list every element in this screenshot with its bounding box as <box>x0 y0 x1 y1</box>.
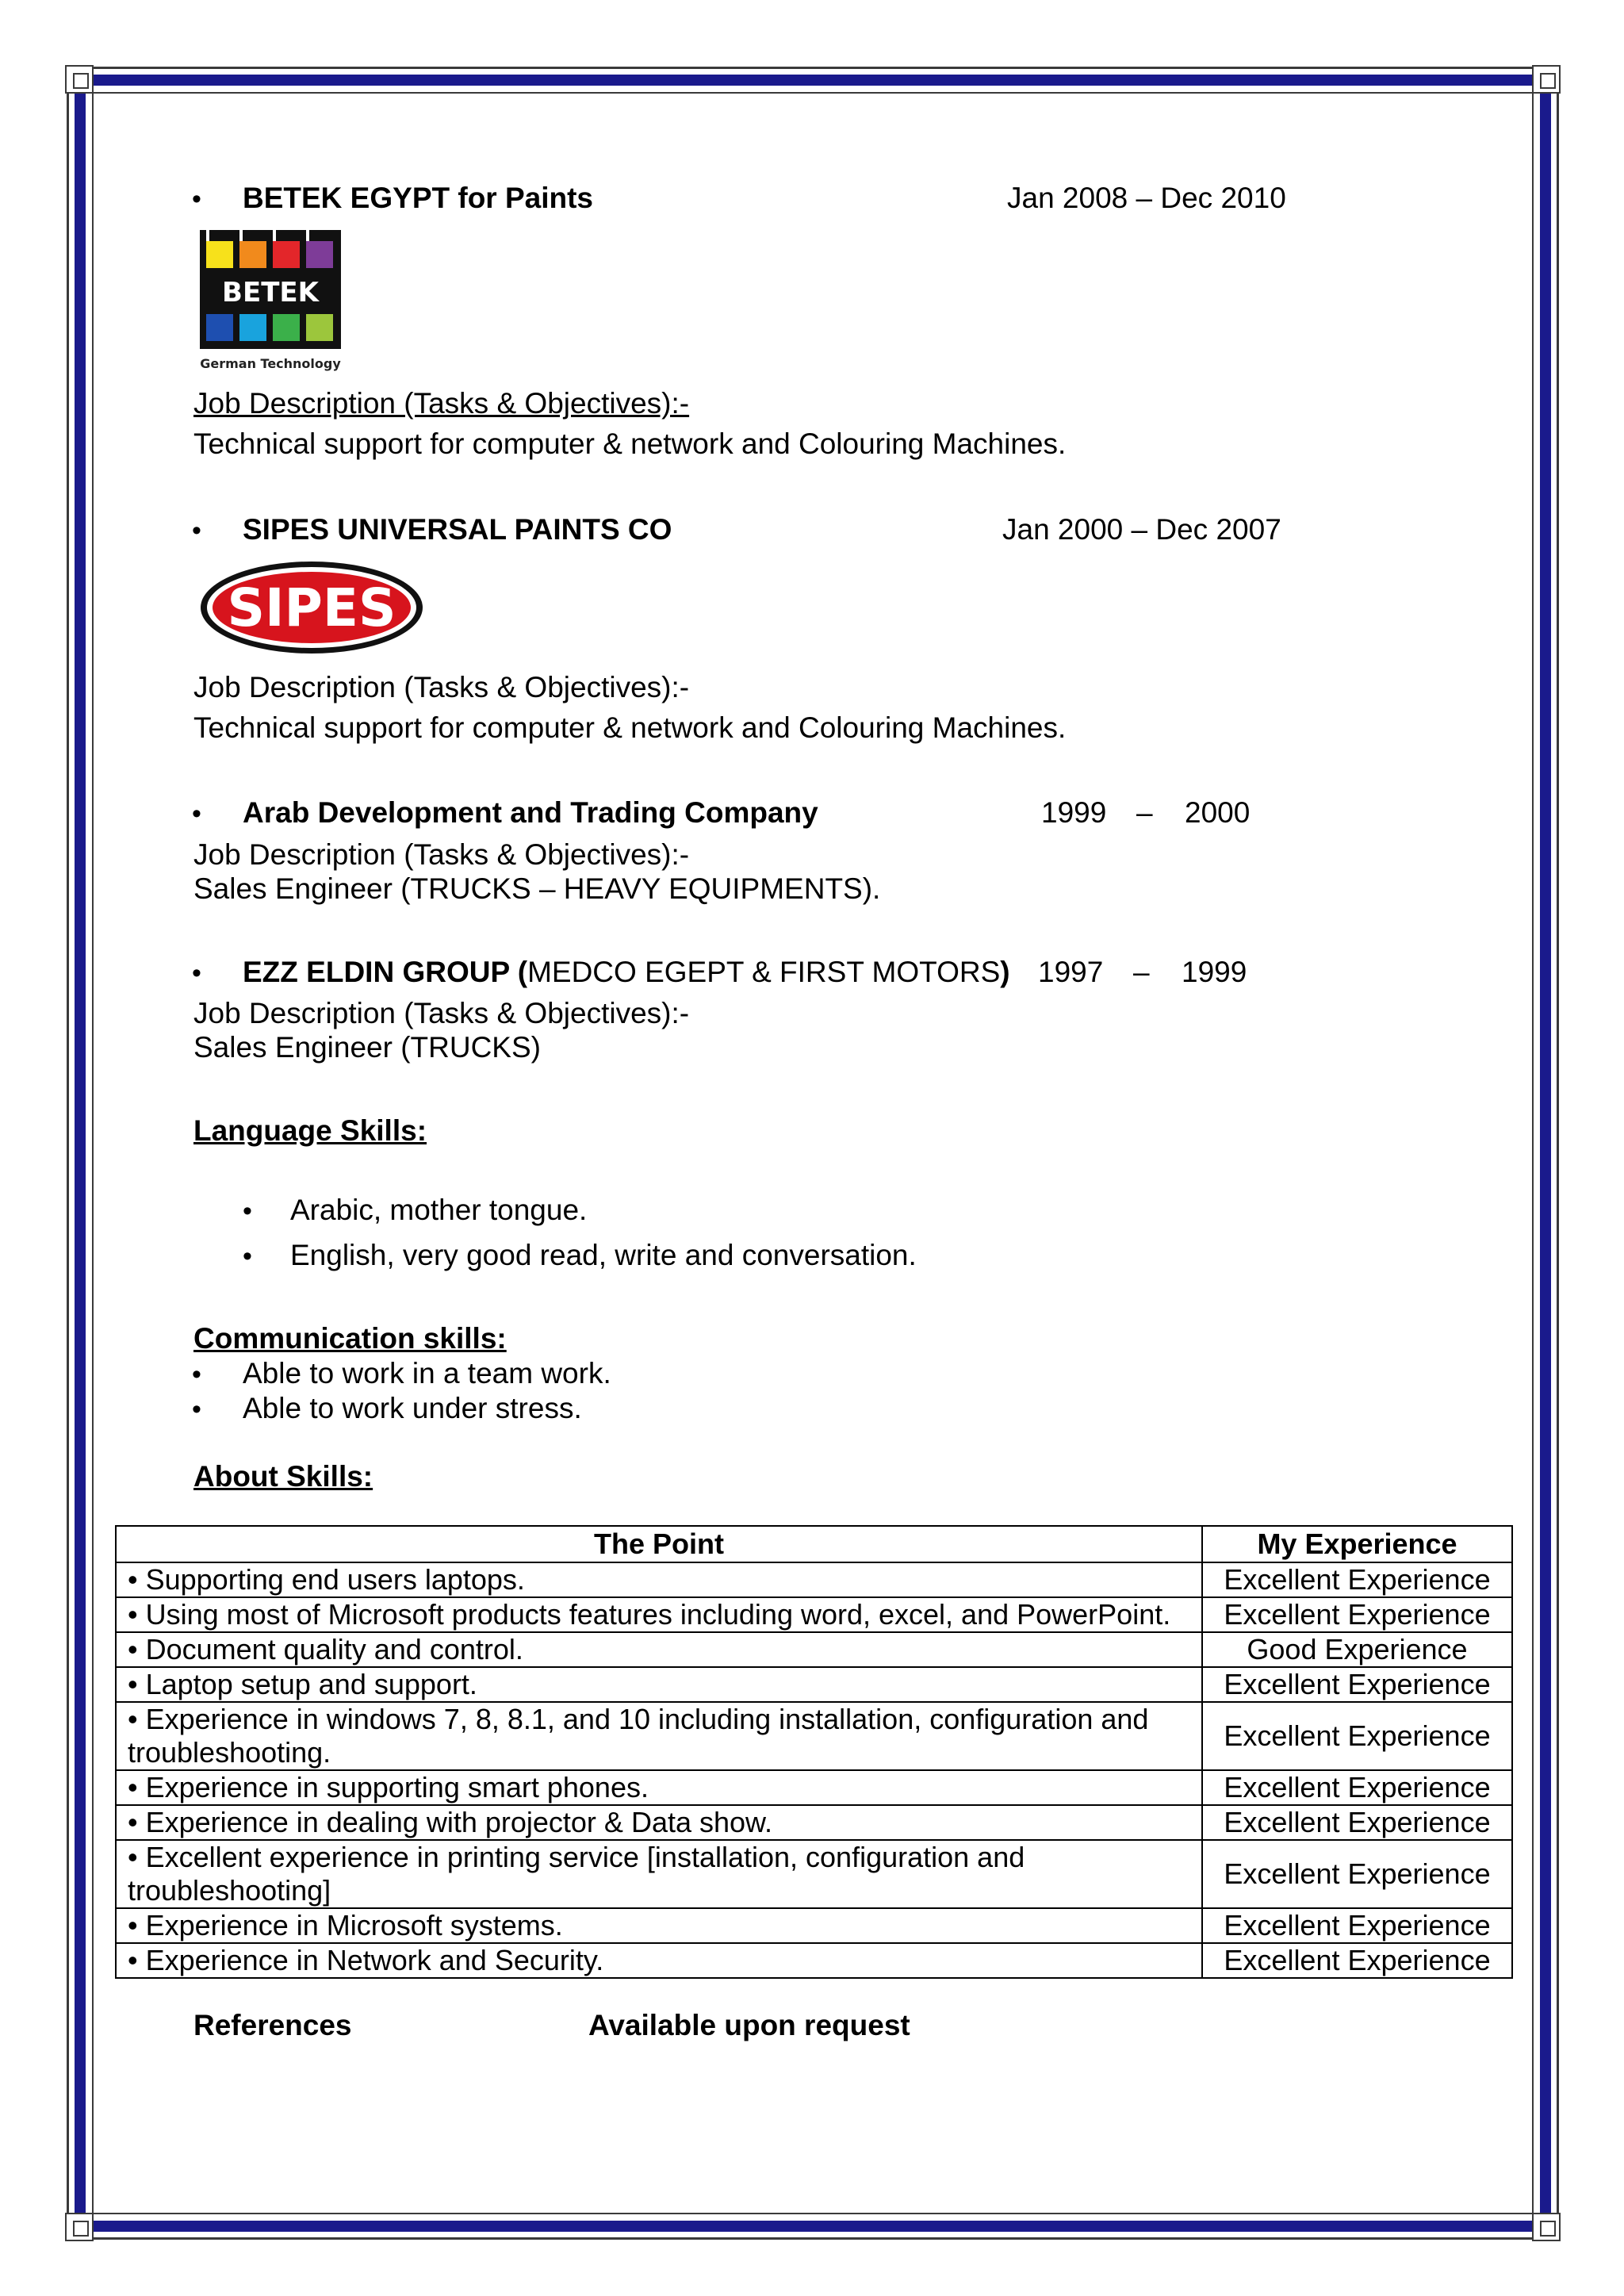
job-desc-heading: Job Description (Tasks & Objectives):- <box>193 671 690 703</box>
skill-experience: Excellent Experience <box>1202 1770 1512 1805</box>
communication-item: Able to work under stress. <box>243 1392 582 1424</box>
job-date-from: 1999 <box>1041 796 1107 829</box>
job-date-dash: – <box>1136 796 1153 829</box>
skill-point: • Experience in windows 7, 8, 8.1, and 10 including installation, configuration and troubleshooting. <box>116 1702 1202 1770</box>
language-skills-heading: Language Skills: <box>193 1114 427 1147</box>
job-company: Arab Development and Trading Company <box>243 796 818 829</box>
language-item: English, very good read, write and conversation. <box>290 1239 917 1271</box>
skill-experience: Excellent Experience <box>1202 1702 1512 1770</box>
skill-experience: Excellent Experience <box>1202 1908 1512 1943</box>
job-desc: Sales Engineer (TRUCKS) <box>193 1031 541 1064</box>
skill-point: • Laptop setup and support. <box>116 1667 1202 1702</box>
job-company <box>243 955 1010 990</box>
sipes-logo <box>198 559 425 656</box>
job-dates: Jan 2008 – Dec 2010 <box>1007 182 1286 214</box>
betek-logo <box>200 230 341 373</box>
skill-experience: Excellent Experience <box>1202 1667 1512 1702</box>
references-value: Available upon request <box>588 2009 910 2041</box>
skill-experience: Excellent Experience <box>1202 1805 1512 1840</box>
job-company: SIPES UNIVERSAL PAINTS CO <box>243 513 672 546</box>
job-desc-heading: Job Description (Tasks & Objectives):- <box>193 997 690 1029</box>
bullet-icon: • <box>192 184 201 214</box>
skill-point: • Excellent experience in printing service [installation, configuration and troubleshooting] <box>116 1840 1202 1908</box>
job-desc: Technical support for computer & network and Colouring Machines. <box>193 427 1067 460</box>
skill-experience: Good Experience <box>1202 1632 1512 1667</box>
bullet-icon: • <box>192 799 201 829</box>
skill-point: • Using most of Microsoft products features including word, excel, and PowerPoint. <box>116 1597 1202 1632</box>
table-header-row <box>116 1526 1512 1562</box>
table-row <box>116 1702 1512 1770</box>
references-label: References <box>193 2009 352 2041</box>
company-paren-close: ) <box>1000 956 1010 988</box>
skill-point: • Document quality and control. <box>116 1632 1202 1667</box>
table-row <box>116 1562 1512 1597</box>
company-subsidiaries: MEDCO EGEPT & FIRST MOTORS <box>527 956 1001 988</box>
about-skills-heading: About Skills: <box>193 1460 373 1493</box>
table-row <box>116 1840 1512 1908</box>
job-desc-heading: Job Description (Tasks & Objectives):- <box>193 387 690 420</box>
skill-point: • Experience in supporting smart phones. <box>116 1770 1202 1805</box>
language-item: Arabic, mother tongue. <box>290 1194 588 1226</box>
skill-point: • Experience in dealing with projector & Data show. <box>116 1805 1202 1840</box>
job-date-to: 2000 <box>1185 796 1251 829</box>
corner-ornament <box>65 65 94 94</box>
job-company: BETEK EGYPT for Paints <box>243 182 594 214</box>
communication-skills-heading: Communication skills: <box>193 1322 507 1355</box>
skill-point: • Supporting end users laptops. <box>116 1562 1202 1597</box>
job-date-from: 1997 <box>1038 956 1104 988</box>
communication-item: Able to work in a team work. <box>243 1357 611 1389</box>
skill-experience: Excellent Experience <box>1202 1840 1512 1908</box>
svg-text:SIPES: SIPES <box>227 577 396 638</box>
corner-ornament <box>1532 2213 1561 2241</box>
table-row <box>116 1908 1512 1943</box>
bullet-icon: • <box>243 1241 252 1271</box>
bullet-icon: • <box>192 1394 201 1424</box>
bullet-icon: • <box>192 516 201 546</box>
table-row <box>116 1770 1512 1805</box>
table-row <box>116 1632 1512 1667</box>
corner-ornament <box>1532 65 1561 94</box>
skill-experience: Excellent Experience <box>1202 1943 1512 1978</box>
job-desc: Sales Engineer (TRUCKS – HEAVY EQUIPMENTS). <box>193 872 881 905</box>
table-row <box>116 1943 1512 1978</box>
table-row <box>116 1667 1512 1702</box>
column-header-experience: My Experience <box>1202 1526 1512 1562</box>
bullet-icon: • <box>243 1196 252 1226</box>
job-dates: Jan 2000 – Dec 2007 <box>1002 513 1281 546</box>
corner-ornament <box>65 2213 94 2241</box>
skill-point: • Experience in Microsoft systems. <box>116 1908 1202 1943</box>
skill-experience: Excellent Experience <box>1202 1562 1512 1597</box>
svg-text:German Technology: German Technology <box>200 356 341 371</box>
job-date-dash: – <box>1133 956 1150 988</box>
table-row <box>116 1597 1512 1632</box>
job-date-to: 1999 <box>1182 956 1247 988</box>
skill-experience: Excellent Experience <box>1202 1597 1512 1632</box>
company-name-bold: EZZ ELDIN GROUP ( <box>243 956 528 988</box>
table-row <box>116 1805 1512 1840</box>
bullet-icon: • <box>192 1359 201 1389</box>
bullet-icon: • <box>192 958 201 988</box>
job-desc: Technical support for computer & network and Colouring Machines. <box>193 711 1067 744</box>
job-desc-heading: Job Description (Tasks & Objectives):- <box>193 838 690 871</box>
skill-point: • Experience in Network and Security. <box>116 1943 1202 1978</box>
column-header-point: The Point <box>116 1526 1202 1562</box>
skills-table <box>115 1525 1513 1979</box>
svg-text:BETEK: BETEK <box>222 277 319 309</box>
